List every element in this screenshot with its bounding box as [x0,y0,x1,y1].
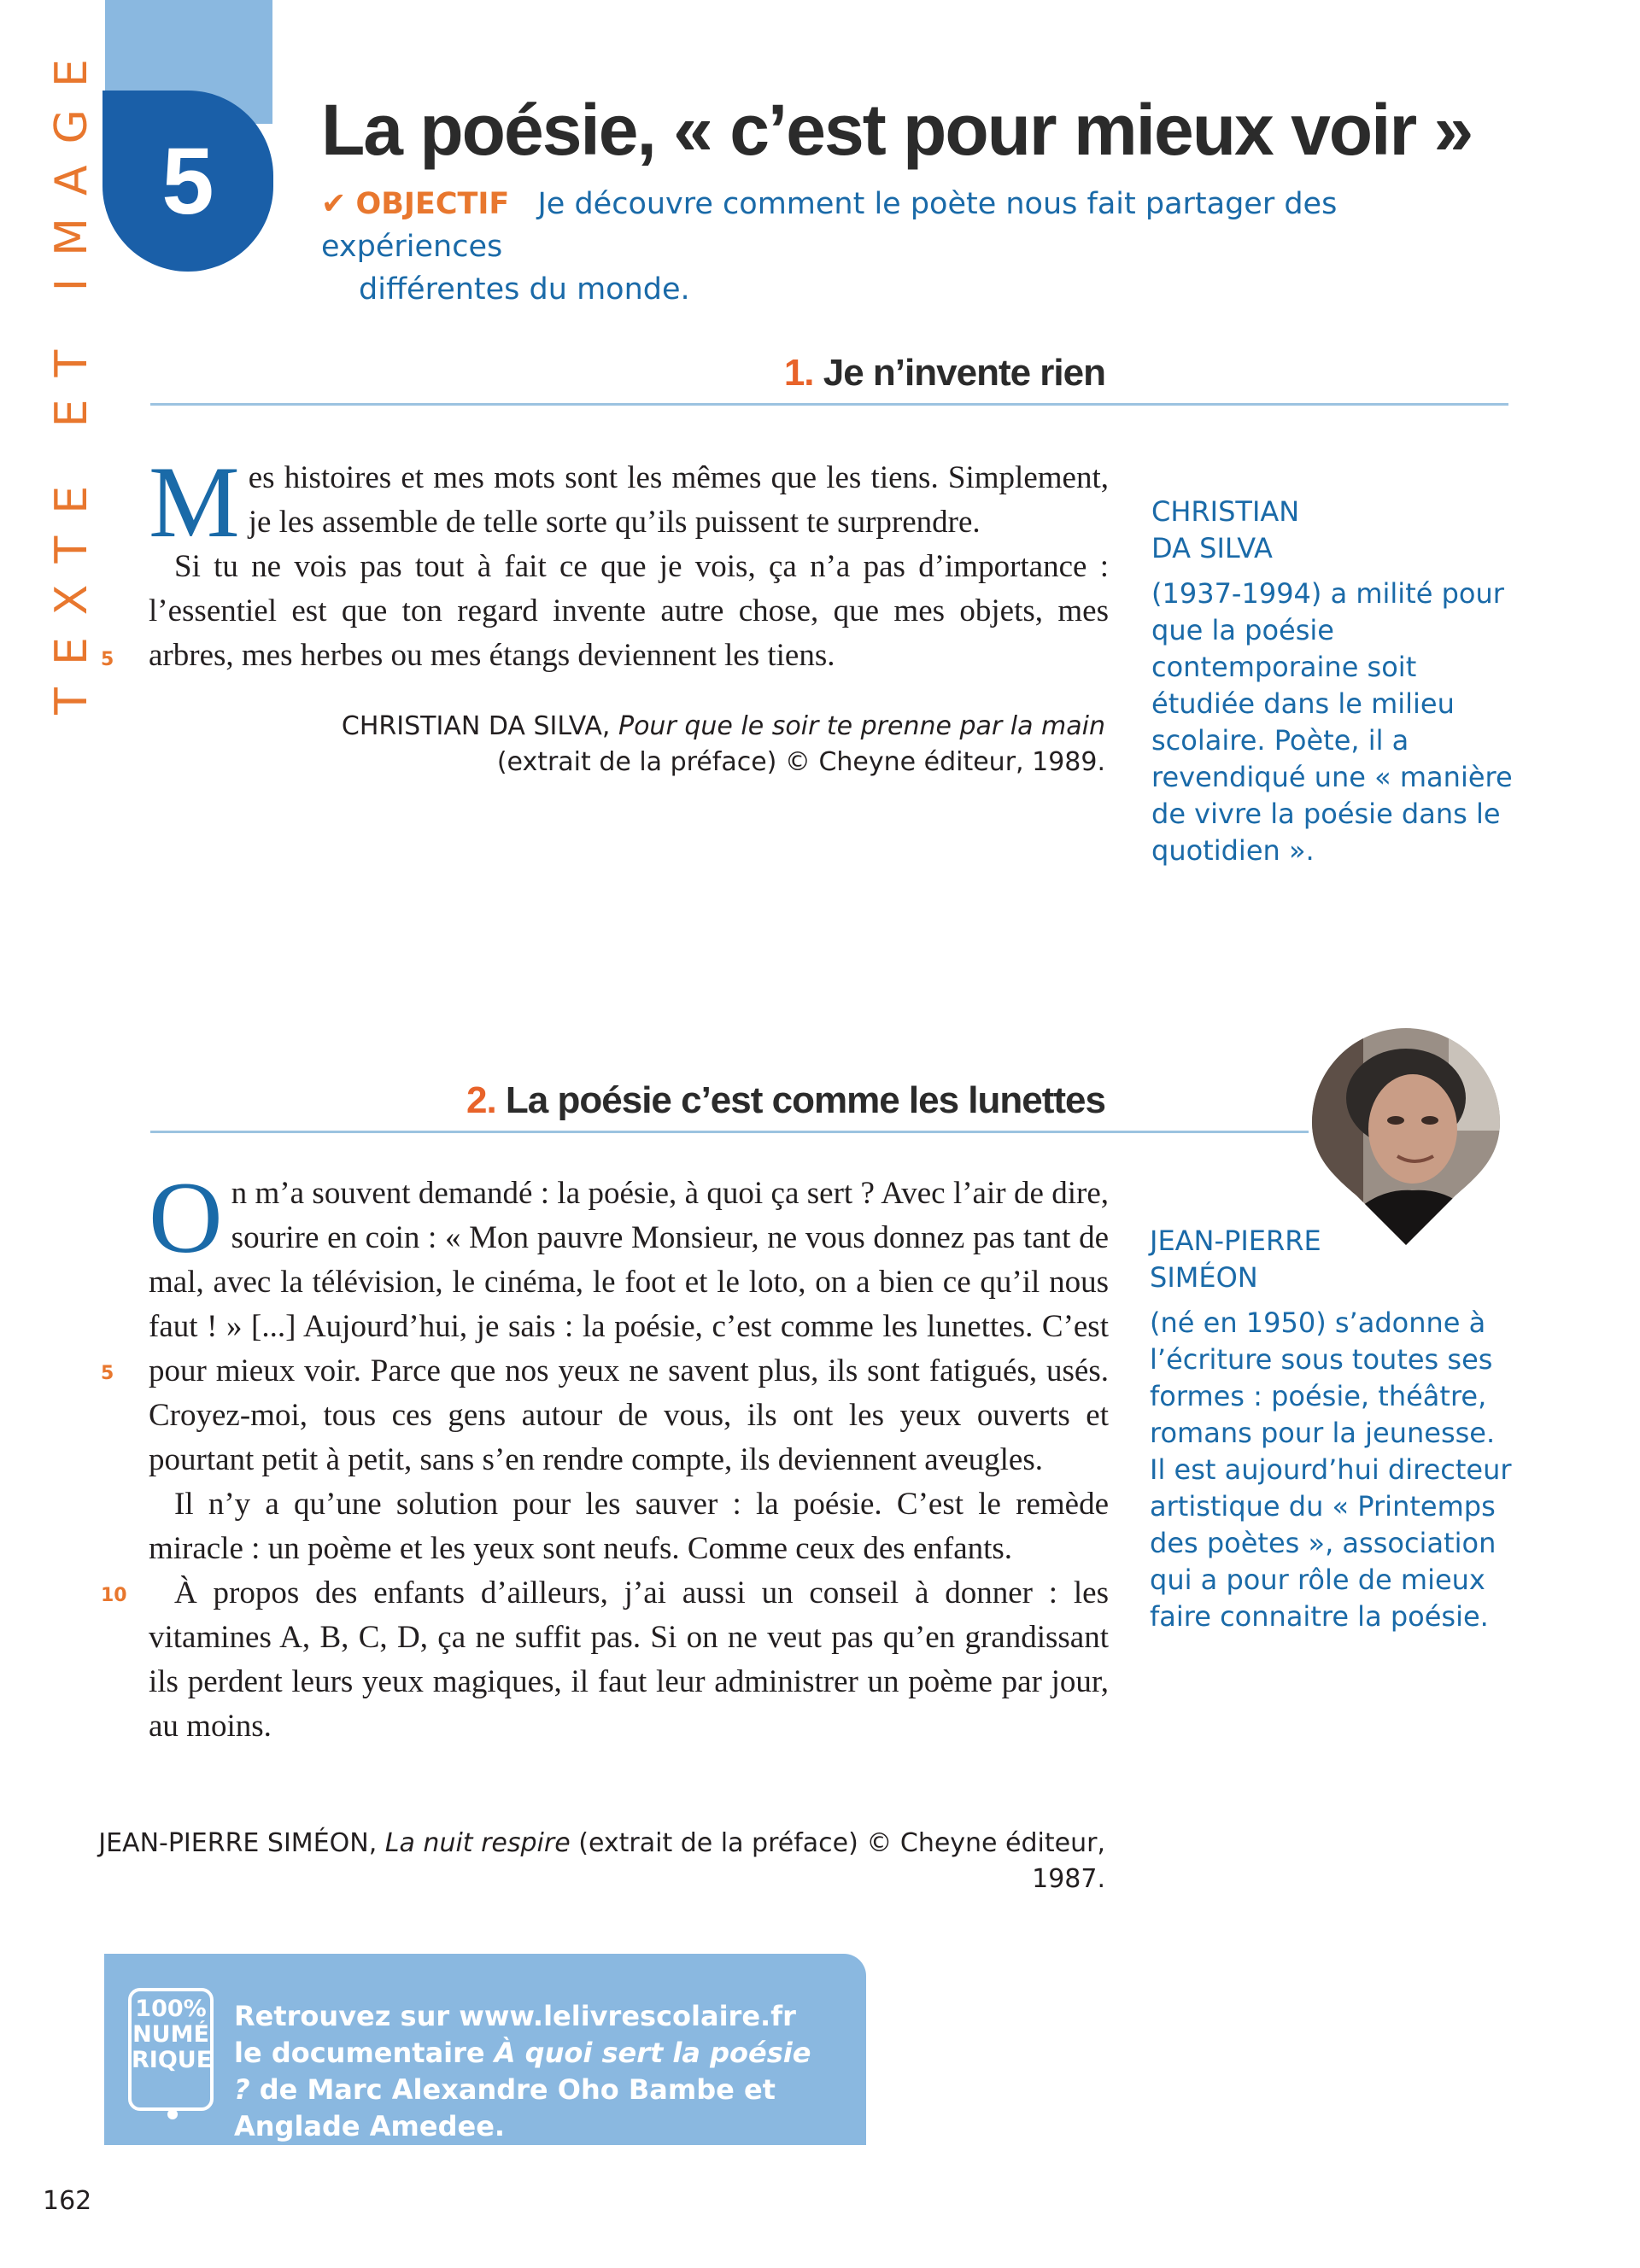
section2-bio-name [1150,1223,1517,1296]
section1-bio [1151,494,1519,869]
page-title: La poésie, « c’est pour mieux voir » [321,90,1473,170]
icon-line1: 100% [135,1996,207,2022]
section2-drop-cap: O [149,1160,223,1274]
section2-text [149,1160,1109,1749]
promo-text [234,1998,832,2145]
section2-heading [466,1079,1105,1122]
section2-bio-text: (né en 1950) s’adonne à l’écriture sous toutes ses formes : poésie, théâtre, romans pour la jeunesse. Il est aujourd’hui directeur artistique du « Printemps des poètes », association qui a pour rôle de mieux faire connaitre la poésie. [1150,1306,1512,1633]
section2-para1 [149,1160,1109,1482]
section1-heading-text: Je n’invente rien [823,352,1105,394]
objective [321,183,1449,311]
section1-para1-text: es histoires et mes mots sont les mêmes que les tiens. Simplement, je les assemble de telle sorte qu’ils puissent te surprendre. [248,460,1109,540]
section1-text [149,445,1109,678]
chapter-number-badge: 5 [102,91,273,272]
section2-line-marker-10: 10 [101,1585,127,1606]
section1-source-author: CHRISTIAN DA SILVA, [341,711,611,741]
section2-number: 2. [466,1079,496,1121]
section1-source-title: Pour que le soir te prenne par la main [618,711,1105,741]
section1-number: 1. [783,352,814,394]
section2-source-title: La nuit respire [384,1828,571,1858]
section1-para1 [149,445,1109,558]
digital-100-icon [128,1988,214,2111]
icon-line2: NUMÉ [132,2021,209,2048]
portrait-photo [1312,1028,1500,1245]
section2-bio [1150,1223,1517,1635]
section2-bio-name-line1: JEAN-PIERRE [1150,1225,1321,1257]
section1-bio-name-line1: CHRISTIAN [1151,495,1300,528]
section1-para2: Si tu ne vois pas tout à fait ce que je vois, ça n’a pas d’importance : l’essentiel est que ton regard invente autre chose, que mes objets, mes arbres, mes herbes ou mes étangs deviennent les tiens. [149,549,1109,673]
digital-resource-box [104,1954,866,2145]
section1-bio-name-line2: DA SILVA [1151,532,1273,564]
section1-bio-name [1151,494,1519,567]
section1-heading [784,352,1105,395]
section1-source [251,709,1105,780]
objective-line1: Je découvre comment le poète nous fait partager des expériences [321,187,1338,264]
section2-line-marker-5: 5 [101,1363,114,1384]
section2-bio-name-line2: SIMÉON [1150,1261,1258,1294]
page-number: 162 [43,2186,92,2216]
section2-source [80,1826,1105,1897]
section2-rule [150,1131,1309,1133]
section2-source-detail: (extrait de la préface) © Cheyne éditeur, 1987. [578,1828,1105,1894]
section1-rule [150,403,1508,406]
section2-para2: Il n’y a qu’une solution pour les sauver : la poésie. C’est le remède miracle : un poème et les yeux sont neufs. Comme ceux des enfants. [149,1487,1109,1566]
promo-text-end: de Marc Alexandre Oho Bambe et Anglade Amedee. [234,2073,776,2142]
promo-text-title: À quoi sert la poésie ? [234,2037,811,2106]
promo-text-start: Retrouvez sur www.lelivrescolaire.fr le documentaire [234,2000,796,2069]
section2-para1-text: n m’a souvent demandé : la poésie, à quoi ça sert ? Avec l’air de dire, sourire en coin : « Mon pauvre Monsieur, ne vous donnez pas tant de mal, avec la télévision, le cinéma, le foot et le loto, on a bien ce qu’il nous faut ! » [...] Aujourd’hui, je sais : la poésie, c’est comme les lunettes. C’est pour mieux voir. Parce que nos yeux ne savent plus, ils sont fatigués, usés. Croyez-moi, tous ces gens autour de vous, ils ont les yeux ouverts et pourtant petit à petit, sans s’en rendre compte, ils deviennent aveugles. [149,1176,1109,1477]
section1-source-detail: (extrait de la préface) © Cheyne éditeur, 1989. [496,747,1105,777]
objective-label: OBJECTIF [355,187,510,221]
icon-line3: RIQUE [132,2047,213,2073]
section1-source-line1 [251,709,1105,745]
section2-source-author: JEAN-PIERRE SIMÉON, [98,1828,378,1858]
icon-dot [167,2109,178,2119]
section1-bio-text: (1937-1994) a milité pour que la poésie contemporaine soit étudiée dans le milieu scolaire. Poète, il a revendiqué une « manière de vivre la poésie dans le quotidien ». [1151,577,1513,867]
side-label-text: TEXTE ET IMAGE [46,37,97,715]
section1-line-marker: 5 [101,649,114,670]
section1-drop-cap: M [149,445,240,558]
objective-line2: différentes du monde. [359,272,690,307]
section2-para3: À propos des enfants d’ailleurs, j’ai aussi un conseil à donner : les vitamines A, B, C, D, ça ne suffit pas. Si on ne veut pas qu’en grandissant ils perdent leurs yeux magiques, il faut leur administrer un poème par jour, au moins. [149,1575,1109,1744]
section2-heading-text: La poésie c’est comme les lunettes [505,1079,1105,1121]
check-icon: ✔ [321,187,347,221]
